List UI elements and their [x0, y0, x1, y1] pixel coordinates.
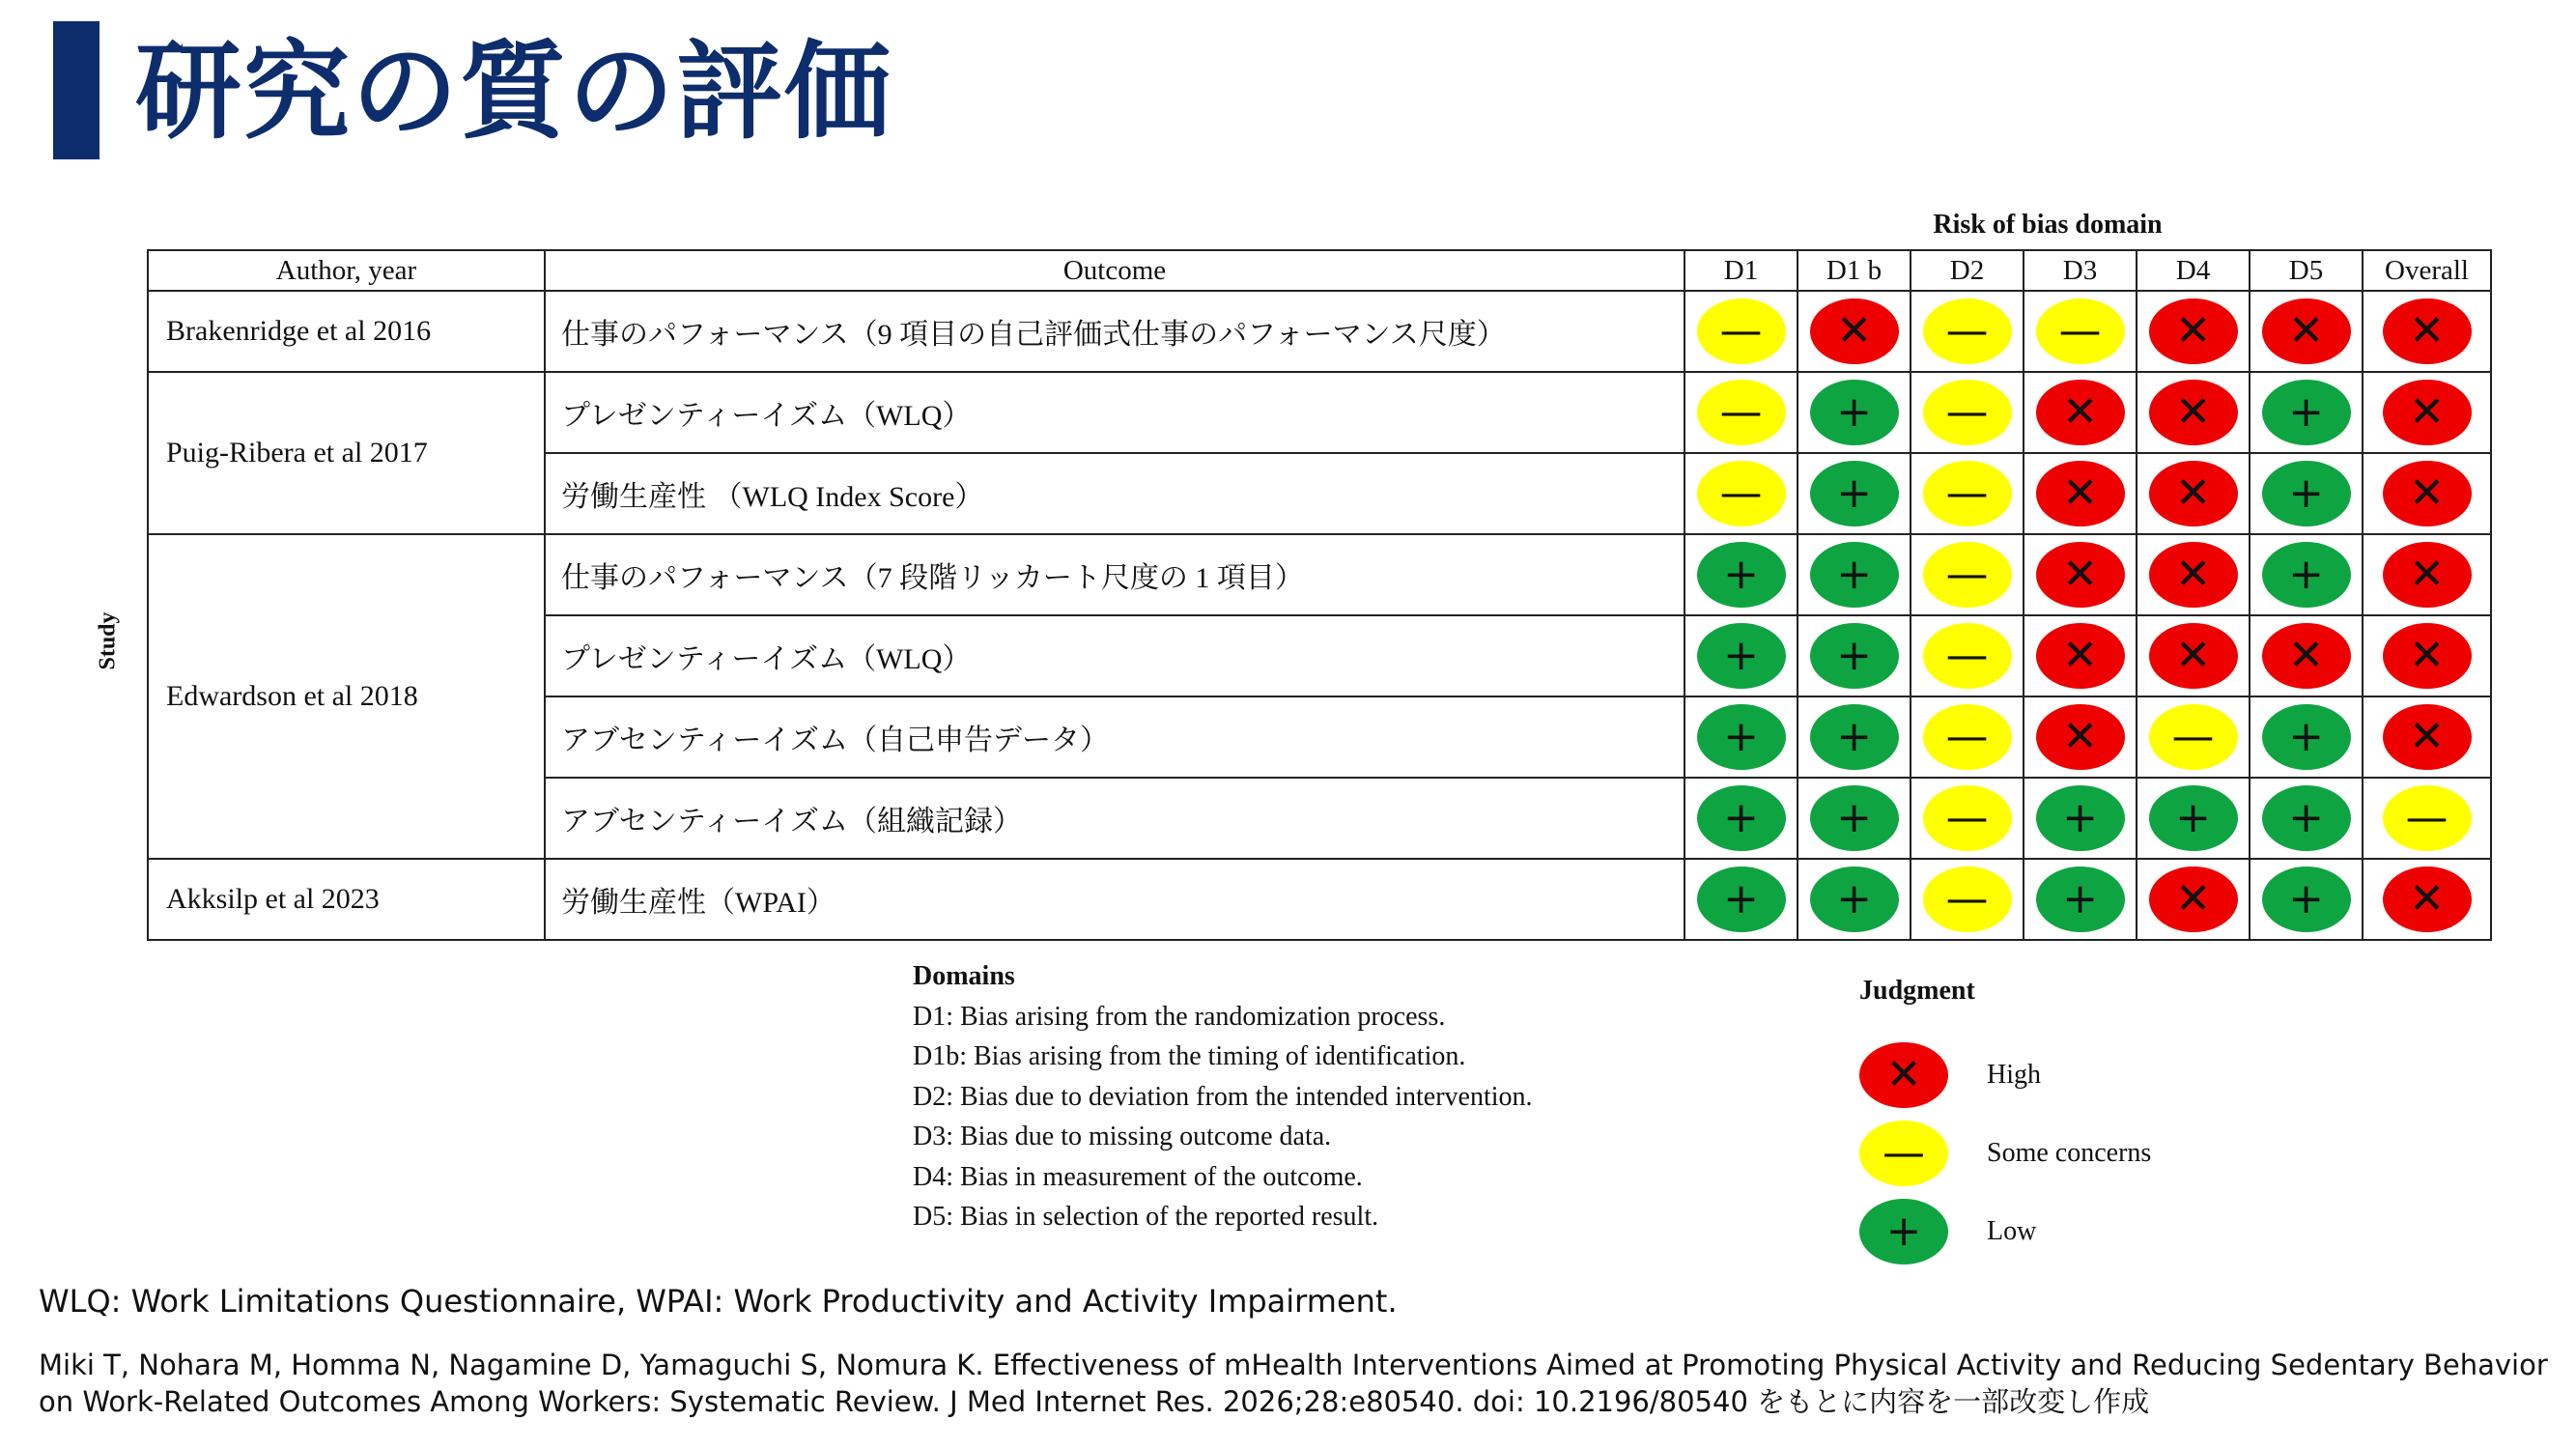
judgment-cell-d2 [1911, 859, 2024, 940]
col-header-d2: D2 [1911, 250, 2024, 291]
col-header-d3: D3 [2024, 250, 2137, 291]
judgment-cell-d1 [1684, 372, 1798, 453]
judgment-cell-overall [2363, 778, 2491, 859]
some-concerns-icon: — [1697, 461, 1786, 526]
judgment-cell-d4 [2137, 696, 2250, 778]
low-risk-icon: + [2262, 461, 2351, 526]
high-risk-icon: ✕ [2149, 867, 2238, 932]
judgment-cell-d4 [2137, 615, 2250, 696]
low-risk-icon: + [1810, 461, 1899, 526]
low-risk-icon: + [2262, 542, 2351, 608]
domain-d3: D3: Bias due to missing outcome data. [913, 1122, 1332, 1151]
table-header-row [148, 250, 2491, 291]
judgment-cell-d2 [1911, 291, 2024, 372]
judgment-cell-d5 [2250, 696, 2363, 778]
judgment-cell-d1b [1798, 615, 1911, 696]
some-concerns-icon: — [1923, 461, 2012, 526]
low-risk-icon: + [1810, 867, 1899, 932]
judgment-cell-overall [2363, 696, 2491, 778]
some-concerns-icon: — [1923, 785, 2012, 851]
col-header-d4: D4 [2137, 250, 2250, 291]
high-risk-icon: ✕ [2036, 704, 2125, 770]
outcome-cell: 労働生産性（WPAI） [545, 859, 1684, 940]
low-risk-icon: + [2262, 867, 2351, 932]
judgment-cell-d2 [1911, 778, 2024, 859]
outcome-cell: 仕事のパフォーマンス（9 項目の自己評価式仕事のパフォーマンス尺度） [545, 291, 1684, 372]
risk-of-bias-header: Risk of bias domain [1933, 210, 2163, 240]
low-risk-icon: + [1810, 623, 1899, 689]
low-risk-icon: + [1810, 380, 1899, 445]
title-accent-bar [53, 21, 99, 159]
high-risk-icon: ✕ [2383, 380, 2472, 445]
study-name: Puig-Ribera et al 2017 [148, 372, 545, 534]
judgment-cell-d1 [1684, 696, 1798, 778]
domain-d5: D5: Bias in selection of the reported result. [913, 1202, 1379, 1232]
outcome-cell: 仕事のパフォーマンス（7 段階リッカート尺度の 1 項目） [545, 534, 1684, 615]
judgment-cell-d3 [2024, 372, 2137, 453]
judgment-cell-d1 [1684, 534, 1798, 615]
high-risk-icon: ✕ [2262, 623, 2351, 689]
high-risk-icon: ✕ [2149, 623, 2238, 689]
judgment-cell-overall [2363, 372, 2491, 453]
judgment-legend [1859, 976, 2151, 1270]
judgment-cell-d5 [2250, 291, 2363, 372]
judgment-cell-d2 [1911, 696, 2024, 778]
judgment-cell-d1b [1798, 291, 1911, 372]
some-concerns-icon: — [1923, 623, 2012, 689]
judgment-cell-d1b [1798, 859, 1911, 940]
some-concerns-icon: — [1697, 380, 1786, 445]
high-risk-icon: ✕ [2036, 380, 2125, 445]
judgment-cell-d5 [2250, 615, 2363, 696]
judgment-cell-d2 [1911, 453, 2024, 534]
judgment-cell-overall [2363, 534, 2491, 615]
judgment-cell-d3 [2024, 696, 2137, 778]
some-concerns-icon: — [2383, 785, 2472, 851]
judgment-high [1859, 1036, 2151, 1114]
judgment-cell-d5 [2250, 534, 2363, 615]
low-risk-icon: + [2149, 785, 2238, 851]
judgment-cell-d1 [1684, 859, 1798, 940]
judgment-cell-d1b [1798, 534, 1911, 615]
table-row [148, 534, 2491, 615]
judgment-cell-overall [2363, 291, 2491, 372]
judgment-cell-d4 [2137, 372, 2250, 453]
high-risk-icon: ✕ [1859, 1042, 1948, 1108]
outcome-cell: アブセンティーイズム（自己申告データ） [545, 696, 1684, 778]
high-risk-icon: ✕ [2383, 704, 2472, 770]
high-risk-icon: ✕ [2383, 623, 2472, 689]
high-risk-icon: ✕ [2383, 542, 2472, 608]
col-header-author-year: Author, year [148, 250, 545, 291]
col-header-d1b: D1 b [1798, 250, 1911, 291]
judgment-cell-d2 [1911, 615, 2024, 696]
high-risk-icon: ✕ [2149, 380, 2238, 445]
low-risk-icon: + [1810, 785, 1899, 851]
study-name: Brakenridge et al 2016 [148, 291, 545, 372]
high-risk-icon: ✕ [2149, 542, 2238, 608]
high-risk-icon: ✕ [1810, 298, 1899, 364]
some-concerns-icon: — [1859, 1121, 1948, 1186]
judgment-cell-d3 [2024, 778, 2137, 859]
judgment-low-label: Low [1987, 1215, 2037, 1246]
low-risk-icon: + [1810, 542, 1899, 608]
low-risk-icon: + [1697, 542, 1786, 608]
judgment-high-label: High [1987, 1059, 2041, 1090]
judgment-cell-d5 [2250, 372, 2363, 453]
judgment-some-label: Some concerns [1987, 1137, 2152, 1168]
some-concerns-icon: — [1923, 704, 2012, 770]
domains-heading: Domains [913, 961, 1015, 991]
outcome-cell: プレゼンティーイズム（WLQ） [545, 615, 1684, 696]
high-risk-icon: ✕ [2149, 461, 2238, 526]
some-concerns-icon: — [1923, 542, 2012, 608]
domain-d1: D1: Bias arising from the randomization process. [913, 1001, 1446, 1032]
judgment-cell-d3 [2024, 291, 2137, 372]
outcome-cell: プレゼンティーイズム（WLQ） [545, 372, 1684, 453]
low-risk-icon: + [1810, 704, 1899, 770]
study-name: Edwardson et al 2018 [148, 534, 545, 859]
domain-d4: D4: Bias in measurement of the outcome. [913, 1161, 1363, 1192]
domain-d2: D2: Bias due to deviation from the intended intervention. [913, 1081, 1533, 1112]
judgment-cell-overall [2363, 453, 2491, 534]
judgment-cell-d3 [2024, 534, 2137, 615]
some-concerns-icon: — [2036, 298, 2125, 364]
judgment-cell-d1b [1798, 453, 1911, 534]
col-header-d1: D1 [1684, 250, 1798, 291]
domain-d1b: D1b: Bias arising from the timing of identification. [913, 1041, 1466, 1071]
judgment-cell-d1b [1798, 778, 1911, 859]
judgment-cell-d1b [1798, 696, 1911, 778]
judgment-cell-d4 [2137, 778, 2250, 859]
high-risk-icon: ✕ [2036, 542, 2125, 608]
judgment-cell-d4 [2137, 291, 2250, 372]
risk-of-bias-table [147, 249, 2492, 941]
judgment-cell-d1 [1684, 778, 1798, 859]
judgment-cell-d2 [1911, 372, 2024, 453]
low-risk-icon: + [1697, 785, 1786, 851]
low-risk-icon: + [1697, 867, 1786, 932]
judgment-low [1859, 1192, 2151, 1270]
col-header-outcome: Outcome [545, 250, 1684, 291]
judgment-cell-d1 [1684, 453, 1798, 534]
some-concerns-icon: — [1923, 380, 2012, 445]
high-risk-icon: ✕ [2036, 461, 2125, 526]
table-row [148, 291, 2491, 372]
judgment-cell-d3 [2024, 859, 2137, 940]
judgment-cell-d5 [2250, 778, 2363, 859]
col-header-d5: D5 [2250, 250, 2363, 291]
low-risk-icon: + [1697, 623, 1786, 689]
some-concerns-icon: — [1923, 298, 2012, 364]
study-axis-label: Study [95, 611, 121, 670]
judgment-cell-d1 [1684, 615, 1798, 696]
low-risk-icon: + [2262, 380, 2351, 445]
high-risk-icon: ✕ [2383, 298, 2472, 364]
judgment-cell-d1 [1684, 291, 1798, 372]
table-row [148, 372, 2491, 453]
judgment-cell-d5 [2250, 859, 2363, 940]
low-risk-icon: + [1697, 704, 1786, 770]
high-risk-icon: ✕ [2036, 623, 2125, 689]
judgment-heading: Judgment [1859, 976, 1975, 1006]
high-risk-icon: ✕ [2383, 461, 2472, 526]
judgment-cell-d5 [2250, 453, 2363, 534]
table-row [148, 859, 2491, 940]
low-risk-icon: + [2036, 785, 2125, 851]
judgment-cell-d4 [2137, 859, 2250, 940]
low-risk-icon: + [1859, 1199, 1948, 1264]
abbreviation-footnote: WLQ: Work Limitations Questionnaire, WPAI: Work Productivity and Activity Impairment. [39, 1283, 1398, 1320]
judgment-cell-d4 [2137, 453, 2250, 534]
judgment-cell-overall [2363, 859, 2491, 940]
high-risk-icon: ✕ [2149, 298, 2238, 364]
low-risk-icon: + [2036, 867, 2125, 932]
judgment-some-concerns [1859, 1114, 2151, 1192]
outcome-cell: アブセンティーイズム（組織記録） [545, 778, 1684, 859]
some-concerns-icon: — [1697, 298, 1786, 364]
col-header-overall: Overall [2363, 250, 2491, 291]
low-risk-icon: + [2262, 785, 2351, 851]
judgment-cell-d2 [1911, 534, 2024, 615]
judgment-cell-d1b [1798, 372, 1911, 453]
judgment-cell-overall [2363, 615, 2491, 696]
judgment-cell-d3 [2024, 453, 2137, 534]
some-concerns-icon: — [1923, 867, 2012, 932]
study-name: Akksilp et al 2023 [148, 859, 545, 940]
citation: Miki T, Nohara M, Homma N, Nagamine D, Yamaguchi S, Nomura K. Effectiveness of mHealth Interventions Aimed at Promoting Physical Activity and Reducing Sedentary Behavior on Work-Related Outcomes Among Workers: Systematic Review. J Med Internet Res. 2026;28:e80540. doi: 10.2196/80540 をもとに内容を一部改変し作成 [39, 1349, 2548, 1418]
high-risk-icon: ✕ [2262, 298, 2351, 364]
some-concerns-icon: — [2149, 704, 2238, 770]
low-risk-icon: + [2262, 704, 2351, 770]
domains-legend [913, 956, 1533, 1237]
judgment-cell-d3 [2024, 615, 2137, 696]
high-risk-icon: ✕ [2383, 867, 2472, 932]
page-title: 研究の質の評価 [135, 30, 892, 154]
outcome-cell: 労働生産性 （WLQ Index Score） [545, 453, 1684, 534]
judgment-cell-d4 [2137, 534, 2250, 615]
